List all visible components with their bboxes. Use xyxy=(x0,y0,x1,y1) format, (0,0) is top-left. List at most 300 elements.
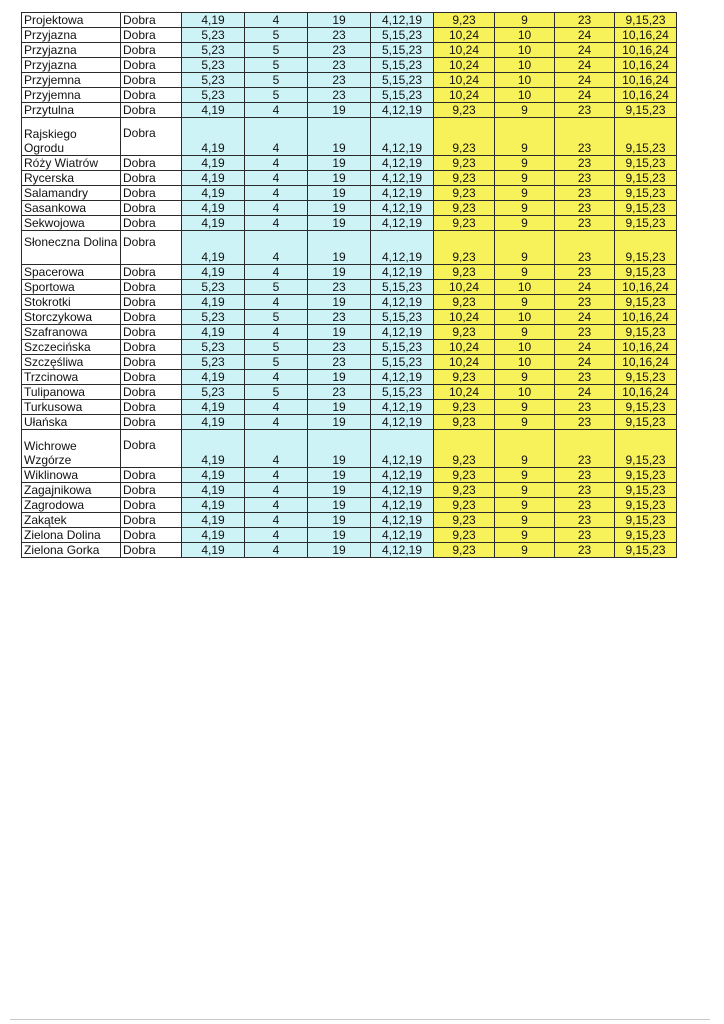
yellow-cell-1: 9,23 xyxy=(434,513,495,528)
cyan-cell-1: 5,23 xyxy=(182,340,245,355)
table-row xyxy=(22,28,677,43)
cyan-cell-4: 5,15,23 xyxy=(371,73,434,88)
cyan-cell-4: 4,12,19 xyxy=(371,171,434,186)
cyan-cell-2: 5 xyxy=(245,73,308,88)
yellow-cell-2: 10 xyxy=(495,73,555,88)
yellow-cell-4: 9,15,23 xyxy=(615,483,677,498)
yellow-cell-4: 9,15,23 xyxy=(615,156,677,171)
town-cell: Dobra xyxy=(121,310,182,325)
cyan-cell-2: 5 xyxy=(245,58,308,73)
town-cell: Dobra xyxy=(121,28,182,43)
cyan-cell-1: 4,19 xyxy=(182,295,245,310)
cyan-cell-2: 4 xyxy=(245,543,308,558)
cyan-cell-3: 23 xyxy=(308,73,371,88)
schedule-sheet xyxy=(21,12,677,558)
cyan-cell-1: 4,19 xyxy=(182,156,245,171)
yellow-cell-3: 24 xyxy=(555,28,615,43)
yellow-cell-1: 9,23 xyxy=(434,543,495,558)
collection-schedule-table xyxy=(21,12,677,558)
table-row xyxy=(22,340,677,355)
yellow-cell-2: 9 xyxy=(495,265,555,280)
street-cell: Sasankowa xyxy=(22,201,121,216)
cyan-cell-1: 5,23 xyxy=(182,73,245,88)
yellow-cell-1: 9,23 xyxy=(434,216,495,231)
yellow-cell-4: 9,15,23 xyxy=(615,543,677,558)
cyan-cell-4: 5,15,23 xyxy=(371,58,434,73)
town-cell: Dobra xyxy=(121,156,182,171)
yellow-cell-1: 10,24 xyxy=(434,355,495,370)
street-cell: Zakątek xyxy=(22,513,121,528)
street-cell: Tulipanowa xyxy=(22,385,121,400)
cyan-cell-2: 4 xyxy=(245,231,308,265)
street-cell: Salamandry xyxy=(22,186,121,201)
street-cell: Ułańska xyxy=(22,415,121,430)
cyan-cell-1: 4,19 xyxy=(182,498,245,513)
cyan-cell-3: 19 xyxy=(308,370,371,385)
table-row xyxy=(22,231,677,265)
yellow-cell-3: 23 xyxy=(555,265,615,280)
yellow-cell-1: 10,24 xyxy=(434,340,495,355)
table-row xyxy=(22,543,677,558)
table-row xyxy=(22,280,677,295)
table-row xyxy=(22,88,677,103)
street-cell: Spacerowa xyxy=(22,265,121,280)
cyan-cell-3: 19 xyxy=(308,13,371,28)
cyan-cell-3: 19 xyxy=(308,483,371,498)
yellow-cell-4: 9,15,23 xyxy=(615,171,677,186)
cyan-cell-4: 5,15,23 xyxy=(371,28,434,43)
yellow-cell-3: 23 xyxy=(555,528,615,543)
yellow-cell-1: 9,23 xyxy=(434,325,495,340)
yellow-cell-2: 9 xyxy=(495,186,555,201)
cyan-cell-2: 4 xyxy=(245,171,308,186)
cyan-cell-1: 5,23 xyxy=(182,88,245,103)
yellow-cell-4: 9,15,23 xyxy=(615,13,677,28)
yellow-cell-2: 10 xyxy=(495,340,555,355)
cyan-cell-3: 19 xyxy=(308,231,371,265)
cyan-cell-2: 4 xyxy=(245,415,308,430)
table-row xyxy=(22,295,677,310)
yellow-cell-3: 23 xyxy=(555,325,615,340)
table-row xyxy=(22,171,677,186)
table-row xyxy=(22,216,677,231)
yellow-cell-4: 9,15,23 xyxy=(615,468,677,483)
yellow-cell-1: 10,24 xyxy=(434,73,495,88)
cyan-cell-3: 23 xyxy=(308,340,371,355)
cyan-cell-1: 4,19 xyxy=(182,103,245,118)
cyan-cell-3: 19 xyxy=(308,528,371,543)
yellow-cell-2: 9 xyxy=(495,13,555,28)
cyan-cell-4: 5,15,23 xyxy=(371,280,434,295)
yellow-cell-3: 23 xyxy=(555,201,615,216)
cyan-cell-1: 5,23 xyxy=(182,43,245,58)
yellow-cell-4: 9,15,23 xyxy=(615,265,677,280)
yellow-cell-3: 23 xyxy=(555,171,615,186)
yellow-cell-4: 9,15,23 xyxy=(615,528,677,543)
yellow-cell-4: 9,15,23 xyxy=(615,231,677,265)
street-cell: Zagrodowa xyxy=(22,498,121,513)
cyan-cell-2: 5 xyxy=(245,88,308,103)
cyan-cell-3: 19 xyxy=(308,513,371,528)
yellow-cell-3: 23 xyxy=(555,370,615,385)
yellow-cell-3: 23 xyxy=(555,468,615,483)
table-row xyxy=(22,430,677,468)
town-cell: Dobra xyxy=(121,265,182,280)
table-row xyxy=(22,103,677,118)
cyan-cell-2: 4 xyxy=(245,468,308,483)
street-cell: Rajskiego Ogrodu xyxy=(22,118,121,156)
street-cell: Przyjazna xyxy=(22,43,121,58)
yellow-cell-1: 9,23 xyxy=(434,400,495,415)
yellow-cell-1: 9,23 xyxy=(434,118,495,156)
street-cell: Szafranowa xyxy=(22,325,121,340)
town-cell: Dobra xyxy=(121,58,182,73)
yellow-cell-1: 9,23 xyxy=(434,13,495,28)
cyan-cell-3: 19 xyxy=(308,543,371,558)
yellow-cell-2: 9 xyxy=(495,400,555,415)
cyan-cell-2: 4 xyxy=(245,103,308,118)
table-row xyxy=(22,513,677,528)
yellow-cell-2: 9 xyxy=(495,528,555,543)
yellow-cell-2: 9 xyxy=(495,156,555,171)
table-row xyxy=(22,43,677,58)
cyan-cell-2: 5 xyxy=(245,385,308,400)
town-cell: Dobra xyxy=(121,430,182,468)
cyan-cell-2: 4 xyxy=(245,528,308,543)
town-cell: Dobra xyxy=(121,340,182,355)
yellow-cell-1: 9,23 xyxy=(434,156,495,171)
yellow-cell-3: 23 xyxy=(555,231,615,265)
cyan-cell-2: 5 xyxy=(245,340,308,355)
cyan-cell-2: 4 xyxy=(245,216,308,231)
street-cell: Zielona Gorka xyxy=(22,543,121,558)
yellow-cell-4: 9,15,23 xyxy=(615,118,677,156)
cyan-cell-3: 23 xyxy=(308,88,371,103)
cyan-cell-1: 4,19 xyxy=(182,528,245,543)
street-cell: Przytulna xyxy=(22,103,121,118)
town-cell: Dobra xyxy=(121,528,182,543)
schedule-body xyxy=(22,13,677,558)
cyan-cell-1: 4,19 xyxy=(182,216,245,231)
yellow-cell-4: 9,15,23 xyxy=(615,201,677,216)
street-cell: Trzcinowa xyxy=(22,370,121,385)
yellow-cell-2: 10 xyxy=(495,28,555,43)
yellow-cell-4: 9,15,23 xyxy=(615,430,677,468)
cyan-cell-1: 4,19 xyxy=(182,400,245,415)
cyan-cell-1: 4,19 xyxy=(182,483,245,498)
street-cell: Projektowa xyxy=(22,13,121,28)
yellow-cell-1: 9,23 xyxy=(434,430,495,468)
yellow-cell-1: 9,23 xyxy=(434,370,495,385)
cyan-cell-2: 4 xyxy=(245,498,308,513)
cyan-cell-1: 4,19 xyxy=(182,186,245,201)
yellow-cell-3: 24 xyxy=(555,58,615,73)
yellow-cell-2: 9 xyxy=(495,295,555,310)
cyan-cell-2: 4 xyxy=(245,483,308,498)
yellow-cell-3: 24 xyxy=(555,88,615,103)
table-row xyxy=(22,325,677,340)
yellow-cell-1: 10,24 xyxy=(434,310,495,325)
street-cell: Storczykowa xyxy=(22,310,121,325)
street-cell: Szczęśliwa xyxy=(22,355,121,370)
town-cell: Dobra xyxy=(121,171,182,186)
street-cell: Sekwojowa xyxy=(22,216,121,231)
town-cell: Dobra xyxy=(121,88,182,103)
cyan-cell-3: 19 xyxy=(308,103,371,118)
yellow-cell-1: 9,23 xyxy=(434,483,495,498)
yellow-cell-3: 23 xyxy=(555,543,615,558)
yellow-cell-2: 10 xyxy=(495,280,555,295)
yellow-cell-3: 23 xyxy=(555,483,615,498)
table-row xyxy=(22,310,677,325)
yellow-cell-2: 9 xyxy=(495,118,555,156)
yellow-cell-3: 24 xyxy=(555,310,615,325)
yellow-cell-2: 9 xyxy=(495,103,555,118)
cyan-cell-3: 19 xyxy=(308,468,371,483)
cyan-cell-3: 19 xyxy=(308,216,371,231)
cyan-cell-4: 5,15,23 xyxy=(371,310,434,325)
cyan-cell-3: 19 xyxy=(308,156,371,171)
street-cell: Turkusowa xyxy=(22,400,121,415)
cyan-cell-4: 4,12,19 xyxy=(371,325,434,340)
table-row xyxy=(22,400,677,415)
cyan-cell-3: 23 xyxy=(308,280,371,295)
cyan-cell-4: 4,12,19 xyxy=(371,13,434,28)
cyan-cell-4: 4,12,19 xyxy=(371,156,434,171)
yellow-cell-4: 9,15,23 xyxy=(615,103,677,118)
yellow-cell-2: 9 xyxy=(495,468,555,483)
town-cell: Dobra xyxy=(121,325,182,340)
cyan-cell-3: 23 xyxy=(308,385,371,400)
cyan-cell-2: 4 xyxy=(245,400,308,415)
cyan-cell-2: 4 xyxy=(245,118,308,156)
yellow-cell-4: 9,15,23 xyxy=(615,513,677,528)
cyan-cell-1: 5,23 xyxy=(182,310,245,325)
table-row xyxy=(22,201,677,216)
cyan-cell-4: 4,12,19 xyxy=(371,103,434,118)
cyan-cell-1: 4,19 xyxy=(182,118,245,156)
yellow-cell-2: 9 xyxy=(495,513,555,528)
cyan-cell-2: 4 xyxy=(245,13,308,28)
cyan-cell-2: 4 xyxy=(245,186,308,201)
yellow-cell-4: 10,16,24 xyxy=(615,43,677,58)
cyan-cell-4: 4,12,19 xyxy=(371,430,434,468)
yellow-cell-2: 9 xyxy=(495,483,555,498)
cyan-cell-2: 4 xyxy=(245,430,308,468)
street-cell: Wiklinowa xyxy=(22,468,121,483)
yellow-cell-4: 9,15,23 xyxy=(615,325,677,340)
town-cell: Dobra xyxy=(121,370,182,385)
yellow-cell-4: 9,15,23 xyxy=(615,295,677,310)
cyan-cell-3: 19 xyxy=(308,498,371,513)
town-cell: Dobra xyxy=(121,186,182,201)
cyan-cell-1: 5,23 xyxy=(182,355,245,370)
cyan-cell-2: 4 xyxy=(245,325,308,340)
yellow-cell-3: 24 xyxy=(555,280,615,295)
cyan-cell-3: 19 xyxy=(308,186,371,201)
cyan-cell-3: 19 xyxy=(308,201,371,216)
cyan-cell-3: 23 xyxy=(308,310,371,325)
yellow-cell-4: 9,15,23 xyxy=(615,415,677,430)
street-cell: Stokrotki xyxy=(22,295,121,310)
yellow-cell-3: 24 xyxy=(555,355,615,370)
page-bottom-line xyxy=(10,1019,710,1020)
yellow-cell-4: 9,15,23 xyxy=(615,186,677,201)
cyan-cell-1: 4,19 xyxy=(182,325,245,340)
cyan-cell-1: 4,19 xyxy=(182,513,245,528)
yellow-cell-4: 10,16,24 xyxy=(615,280,677,295)
yellow-cell-1: 9,23 xyxy=(434,498,495,513)
town-cell: Dobra xyxy=(121,513,182,528)
cyan-cell-4: 4,12,19 xyxy=(371,295,434,310)
yellow-cell-3: 23 xyxy=(555,295,615,310)
table-row xyxy=(22,118,677,156)
yellow-cell-3: 23 xyxy=(555,118,615,156)
table-row xyxy=(22,265,677,280)
cyan-cell-3: 19 xyxy=(308,171,371,186)
street-cell: Zielona Dolina xyxy=(22,528,121,543)
yellow-cell-3: 23 xyxy=(555,186,615,201)
yellow-cell-4: 10,16,24 xyxy=(615,73,677,88)
yellow-cell-4: 10,16,24 xyxy=(615,385,677,400)
street-cell: Zagajnikowa xyxy=(22,483,121,498)
table-row xyxy=(22,186,677,201)
cyan-cell-1: 5,23 xyxy=(182,58,245,73)
town-cell: Dobra xyxy=(121,216,182,231)
table-row xyxy=(22,355,677,370)
cyan-cell-1: 5,23 xyxy=(182,28,245,43)
table-row xyxy=(22,528,677,543)
cyan-cell-1: 4,19 xyxy=(182,468,245,483)
town-cell: Dobra xyxy=(121,400,182,415)
street-cell: Słoneczna Dolina xyxy=(22,231,121,265)
cyan-cell-4: 4,12,19 xyxy=(371,231,434,265)
cyan-cell-1: 4,19 xyxy=(182,201,245,216)
cyan-cell-3: 23 xyxy=(308,28,371,43)
street-cell: Sportowa xyxy=(22,280,121,295)
cyan-cell-4: 4,12,19 xyxy=(371,483,434,498)
yellow-cell-3: 24 xyxy=(555,385,615,400)
street-cell: Przyjazna xyxy=(22,58,121,73)
cyan-cell-2: 5 xyxy=(245,355,308,370)
yellow-cell-1: 9,23 xyxy=(434,295,495,310)
cyan-cell-2: 4 xyxy=(245,201,308,216)
yellow-cell-4: 9,15,23 xyxy=(615,370,677,385)
yellow-cell-1: 10,24 xyxy=(434,280,495,295)
cyan-cell-2: 4 xyxy=(245,265,308,280)
yellow-cell-1: 9,23 xyxy=(434,186,495,201)
yellow-cell-1: 9,23 xyxy=(434,528,495,543)
yellow-cell-1: 10,24 xyxy=(434,58,495,73)
cyan-cell-2: 5 xyxy=(245,310,308,325)
yellow-cell-1: 10,24 xyxy=(434,28,495,43)
street-cell: Wichrowe Wzgórze xyxy=(22,430,121,468)
town-cell: Dobra xyxy=(121,103,182,118)
yellow-cell-3: 24 xyxy=(555,340,615,355)
yellow-cell-2: 9 xyxy=(495,216,555,231)
yellow-cell-1: 10,24 xyxy=(434,88,495,103)
street-cell: Róży Wiatrów xyxy=(22,156,121,171)
town-cell: Dobra xyxy=(121,543,182,558)
cyan-cell-2: 4 xyxy=(245,156,308,171)
town-cell: Dobra xyxy=(121,385,182,400)
yellow-cell-3: 23 xyxy=(555,156,615,171)
yellow-cell-1: 9,23 xyxy=(434,231,495,265)
yellow-cell-2: 9 xyxy=(495,498,555,513)
cyan-cell-3: 23 xyxy=(308,355,371,370)
yellow-cell-4: 10,16,24 xyxy=(615,355,677,370)
yellow-cell-3: 23 xyxy=(555,415,615,430)
yellow-cell-3: 23 xyxy=(555,103,615,118)
street-cell: Przyjemna xyxy=(22,88,121,103)
cyan-cell-1: 4,19 xyxy=(182,543,245,558)
cyan-cell-4: 5,15,23 xyxy=(371,355,434,370)
cyan-cell-4: 4,12,19 xyxy=(371,201,434,216)
town-cell: Dobra xyxy=(121,43,182,58)
cyan-cell-3: 23 xyxy=(308,58,371,73)
table-row xyxy=(22,73,677,88)
cyan-cell-1: 4,19 xyxy=(182,231,245,265)
table-row xyxy=(22,498,677,513)
yellow-cell-4: 10,16,24 xyxy=(615,28,677,43)
cyan-cell-4: 4,12,19 xyxy=(371,370,434,385)
yellow-cell-4: 10,16,24 xyxy=(615,88,677,103)
town-cell: Dobra xyxy=(121,231,182,265)
street-cell: Rycerska xyxy=(22,171,121,186)
table-row xyxy=(22,370,677,385)
cyan-cell-4: 4,12,19 xyxy=(371,216,434,231)
cyan-cell-4: 5,15,23 xyxy=(371,385,434,400)
town-cell: Dobra xyxy=(121,13,182,28)
cyan-cell-4: 4,12,19 xyxy=(371,543,434,558)
table-row xyxy=(22,483,677,498)
yellow-cell-4: 9,15,23 xyxy=(615,498,677,513)
cyan-cell-1: 4,19 xyxy=(182,13,245,28)
cyan-cell-1: 4,19 xyxy=(182,265,245,280)
cyan-cell-4: 4,12,19 xyxy=(371,186,434,201)
cyan-cell-4: 4,12,19 xyxy=(371,498,434,513)
yellow-cell-3: 23 xyxy=(555,430,615,468)
town-cell: Dobra xyxy=(121,201,182,216)
yellow-cell-3: 23 xyxy=(555,400,615,415)
table-row xyxy=(22,58,677,73)
yellow-cell-2: 10 xyxy=(495,88,555,103)
yellow-cell-2: 10 xyxy=(495,355,555,370)
yellow-cell-1: 9,23 xyxy=(434,103,495,118)
yellow-cell-2: 9 xyxy=(495,543,555,558)
cyan-cell-3: 19 xyxy=(308,295,371,310)
yellow-cell-2: 10 xyxy=(495,58,555,73)
yellow-cell-1: 9,23 xyxy=(434,171,495,186)
cyan-cell-3: 23 xyxy=(308,43,371,58)
yellow-cell-4: 10,16,24 xyxy=(615,310,677,325)
yellow-cell-4: 10,16,24 xyxy=(615,340,677,355)
yellow-cell-2: 9 xyxy=(495,201,555,216)
town-cell: Dobra xyxy=(121,73,182,88)
yellow-cell-2: 10 xyxy=(495,310,555,325)
cyan-cell-3: 19 xyxy=(308,265,371,280)
yellow-cell-1: 9,23 xyxy=(434,201,495,216)
cyan-cell-2: 5 xyxy=(245,280,308,295)
cyan-cell-1: 4,19 xyxy=(182,430,245,468)
town-cell: Dobra xyxy=(121,355,182,370)
cyan-cell-4: 4,12,19 xyxy=(371,468,434,483)
town-cell: Dobra xyxy=(121,468,182,483)
yellow-cell-4: 9,15,23 xyxy=(615,216,677,231)
cyan-cell-4: 4,12,19 xyxy=(371,400,434,415)
cyan-cell-4: 5,15,23 xyxy=(371,88,434,103)
table-row xyxy=(22,415,677,430)
